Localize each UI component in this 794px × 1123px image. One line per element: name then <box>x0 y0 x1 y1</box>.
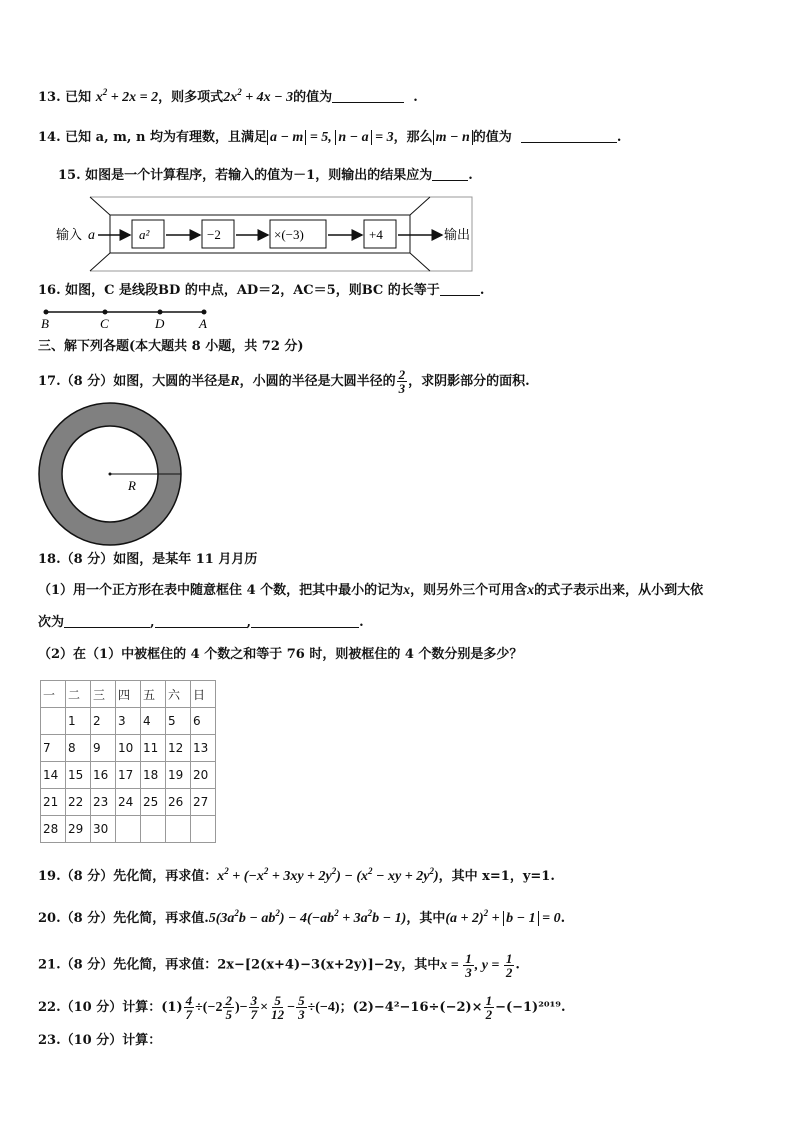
calendar-row: 7 8 9 10 11 12 13 <box>41 735 216 762</box>
q14-expression: m − n <box>433 130 473 145</box>
q13-polynomial: $2x^2 + 4x - 3$ <box>223 87 294 105</box>
radius-label: R <box>128 478 136 493</box>
answer-blank[interactable] <box>332 90 404 103</box>
point-d <box>158 310 163 315</box>
question-19: 19.（8 分）先化简，再求值：$x^2 + (-x^2 + 3xy + 2y^2) - (x^2$ − xy + $2y^2$)，其中 x=1，y=1. <box>38 866 555 884</box>
q22-part1-expression: $\frac{4}{7}$ ÷(−2 $\frac{2}{5}$ )− $\frac{3}{7}$ × $\frac{5}{12}$ − $\frac{5}{3}$ ÷(−4) <box>185 993 340 1023</box>
label-c: C <box>100 316 109 331</box>
calendar-header-row: 一 二 三 四 五 六 日 <box>41 681 216 708</box>
label-b: B <box>41 316 49 331</box>
question-22: 22.（10 分）计算：(1) $\frac{4}{7}$ ÷(−2 $\frac{2}{5}$ )− $\frac{3}{7}$ × $\frac{5}{12}$ − $\frac{5}{3}$ ÷(−4)；(2)−4²−16÷(−2)× $\frac{1}{2}$ −(−1)²⁰¹⁹. <box>38 993 566 1023</box>
label-d: D <box>155 316 165 331</box>
answer-blank-1[interactable] <box>64 615 150 628</box>
point-a <box>202 310 207 315</box>
calendar-row: 28 29 30 <box>41 816 216 843</box>
q13-condition: $x^2 + 2x = 2$ <box>95 87 159 105</box>
question-17: 17.（8 分）如图，大圆的半径是R，小圆的半径是大圆半径的 $\frac{2}{3}$ ，求阴影部分的面积. <box>38 367 530 396</box>
calendar-row: 14 15 16 17 18 19 20 <box>41 762 216 789</box>
answer-blank[interactable] <box>521 130 617 143</box>
answer-blank[interactable] <box>432 168 468 181</box>
svg-text:×(−3): ×(−3) <box>274 227 304 242</box>
november-calendar <box>40 680 216 843</box>
point-c <box>103 310 108 315</box>
question-15: 15. 如图是一个计算程序，若输入的值为－1，则输出的结果应为 . <box>58 168 473 183</box>
svg-text:+4: +4 <box>369 227 383 242</box>
calendar-row: 21 22 23 24 25 26 27 <box>41 789 216 816</box>
q14-condition: a − m = 5, n − a = 3 <box>267 130 394 145</box>
line-segment-figure <box>40 306 220 336</box>
svg-text:a²: a² <box>139 227 150 242</box>
annulus-figure <box>36 400 184 548</box>
label-a: A <box>199 316 207 331</box>
calculation-flowchart <box>50 195 478 273</box>
question-23: 23.（10 分）计算： <box>38 1033 162 1048</box>
question-21: 21.（8 分）先化简，再求值：2x−[2(x+4)−3(x+2y)]−2y，其中x = $\frac{1}{3}$ , y = $\frac{1}{2}$ . <box>38 951 520 980</box>
question-14: 14. 已知 a, m, n 均为有理数，且满足 a − m = 5, n − a = 3，那么 m − n 的值为 . <box>38 130 622 145</box>
calendar-row: 1 2 3 4 5 6 <box>41 708 216 735</box>
flow-output-label: 输出 <box>444 228 471 243</box>
question-20: 20.（8 分）先化简，再求值$.5(3a^2b - ab^2) - 4(-ab^2 + 3a^2b - 1)$，其中$(a + 2)^2 + b - 1 = 0$. <box>38 908 566 926</box>
q21-values: x = $\frac{1}{3}$ , y = $\frac{1}{2}$ <box>440 951 513 980</box>
answer-blank-3[interactable] <box>251 615 359 628</box>
answer-blank[interactable] <box>440 283 480 296</box>
question-18-part1: （1）用一个正方形在表中随意框住 4 个数，把其中最小的记为x，则另外三个可用含x的式子表示出来，从小到大依 <box>38 583 704 598</box>
section-heading: 三、解下列各题(本大题共 8 小题，共 72 分) <box>38 339 304 354</box>
question-18-part2: （2）在（1）中被框住的 4 个数之和等于 76 时，则被框住的 4 个数分别是多少？ <box>38 647 523 662</box>
question-18-part1-cont: 次为 , , . <box>38 615 364 630</box>
fraction-two-thirds: $\frac{2}{3}$ <box>398 367 406 396</box>
question-18: 18.（8 分）如图，是某年 11 月月历 <box>38 552 258 567</box>
q20-expression: $5(3a^2b - ab^2) - 4(-ab^2 + 3a^2b - 1)$ <box>208 908 407 926</box>
flow-input-label: 输入 <box>56 228 83 243</box>
point-b <box>44 310 49 315</box>
question-13: 13. 已知 $x^2 + 2x = 2$，则多项式$2x^2 + 4x - 3$的值为 . <box>38 87 418 105</box>
answer-blank-2[interactable] <box>155 615 247 628</box>
q20-condition: $(a + 2)^2 + b - 1 = 0$ <box>445 908 561 926</box>
flow-input-var: a <box>88 228 95 243</box>
q19-expression: $x^2 + (-x^2 + 3xy + 2y^2) - (x^2$ − xy + $2y^2$) <box>217 866 439 884</box>
svg-text:−2: −2 <box>207 227 221 242</box>
question-16: 16. 如图，C 是线段BD 的中点，AD＝2，AC＝5，则BC 的长等于 . <box>38 283 485 298</box>
